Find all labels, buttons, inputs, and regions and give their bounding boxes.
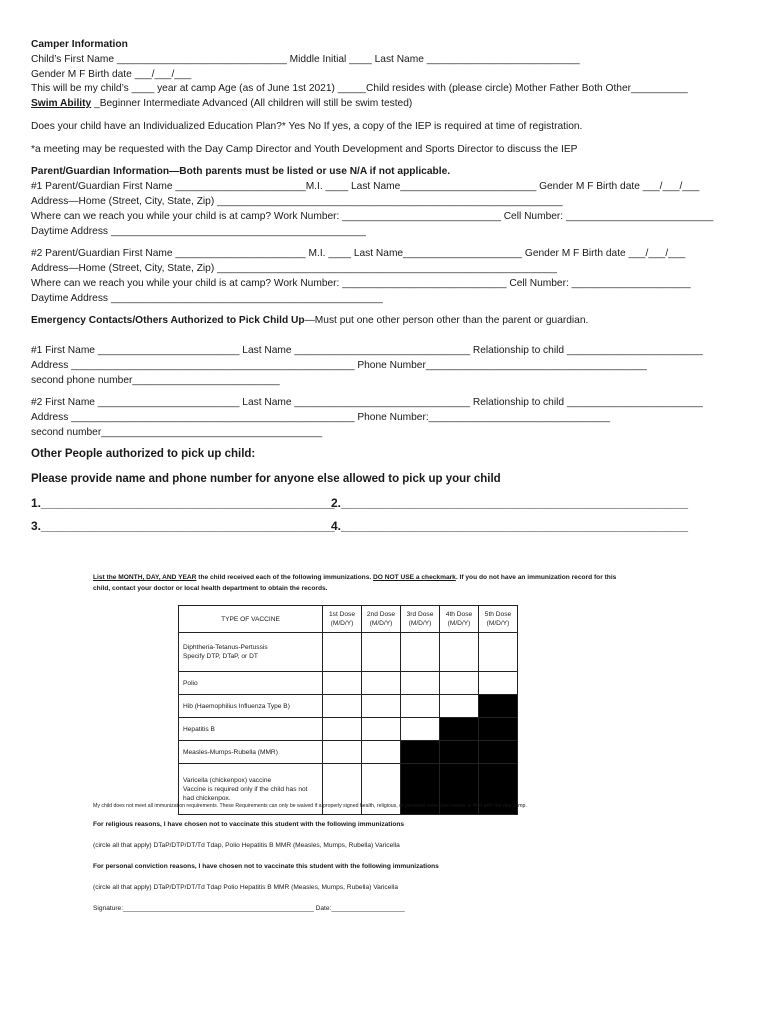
dose-header-2: 2nd Dose (M/D/Y) [362,606,401,633]
pickup-slot-2: 2.____________________________________________________ [331,496,689,510]
vaccine-table-header [179,606,518,633]
guardian2-name-line: #2 Parent/Guardian First Name _______________________ M.I. ____ Last Name_____________________ Gender M F Birth date ___/___/___ [31,248,686,259]
vaccine-name [179,633,323,672]
pickup-heading: Other People authorized to pick up child: [31,448,256,460]
dose-date-cell[interactable] [323,672,362,695]
personal-waiver-list: (circle all that apply) DTaP/DTP/DT/Td Tdap Polio Hepatitis B MMR (Measles, Mumps, Rubella) Varicella [93,884,398,891]
dose-header-4: 4th Dose (M/D/Y) [440,606,479,633]
waiver-note: My child does not meet all immunization requirements. These Requirements can only be waived if a properly signed health, religious, or personal conviction waiver is filed with the day camp. [93,803,527,809]
immunization-instructions [93,573,616,583]
signature-line: Signature:____________________________________________________ Date:____________________ [93,905,405,912]
vaccine-name-text: Diphtheria-Tetanus-Pertussis [183,644,268,651]
dose-date-cell[interactable] [401,633,440,672]
dose-date-cell[interactable] [401,672,440,695]
dose-header-1: 1st Dose (M/D/Y) [323,606,362,633]
pickup-slot-1: 1.____________________________________________ [31,496,335,510]
vaccine-name-text: Hib (Haemophilius Influenza Type B) [183,702,290,710]
guardian1-name-line: #1 Parent/Guardian First Name _______________________M.I. ____ Last Name________________________ Gender M F Birth date ___/___/___ [31,181,700,192]
child-name-line: Child’s First Name ______________________________ Middle Initial ____ Last Name ___________________________ [31,54,580,65]
vaccine-note-text: Specify DTP, DTaP, or DT [183,653,258,660]
vaccine-name-text: Polio [183,679,198,687]
swim-ability-line [31,97,412,110]
swim-ability-label: Swim Ability [31,98,92,109]
contact1-name-line: #1 First Name _________________________ Last Name _______________________________ Relationship to child ________________________ [31,345,703,356]
dose-date-cell[interactable] [479,672,518,695]
contact2-second-phone: second number_______________________________________ [31,427,323,438]
dose-header-3: 3rd Dose (M/D/Y) [401,606,440,633]
gender-birthdate-line: Gender M F Birth date ___/___/___ [31,69,192,80]
immunization-instructions-2: child, contact your doctor or local health department to obtain the records. [93,585,328,592]
dose-date-cell[interactable] [401,718,440,741]
swim-ability-options: _Beginner Intermediate Advanced (All children will still be swim tested) [91,98,413,109]
dose-date-cell[interactable] [362,672,401,695]
guardian1-daytime-line: Daytime Address _____________________________________________ [31,226,366,237]
pickup-slot-3: 3.____________________________________________ [31,519,335,533]
dose-date-cell[interactable] [440,633,479,672]
personal-waiver: For personal conviction reasons, I have chosen not to vaccinate this student with the following immunizations [93,863,439,870]
vaccine-row [179,633,518,672]
dose-date-cell[interactable] [323,741,362,764]
pickup-subheading: Please provide name and phone number for anyone else allowed to pick up your child [31,473,501,485]
dose-date-cell[interactable] [440,695,479,718]
blocked-dose-cell [401,741,440,764]
vaccine-row [179,695,518,718]
instr-middle: the child received each of the following immunizations. [196,574,374,581]
camper-heading: Camper Information [31,39,128,50]
guardian-heading: Parent/Guardian Information—Both parents must be listed or use N/A if not applicable. [31,166,451,177]
vaccine-name-text: Measles-Mumps-Rubella (MMR) [183,748,278,756]
pickup-slot-4: 4.____________________________________________________ [331,519,689,533]
emergency-heading [31,314,588,327]
contact1-address-line: Address __________________________________________________ Phone Number_______________________________________ [31,360,647,371]
dose-date-cell[interactable] [362,633,401,672]
iep-note: *a meeting may be requested with the Day Camp Director and Youth Development and Sports Director to discuss the IEP [31,144,578,155]
guardian1-phone-line: Where can we reach you while your child is at camp? Work Number: ____________________________ Cell Number: __________________________ [31,211,714,222]
instr-date-emphasis: List the MONTH, DAY, AND YEAR [93,574,197,581]
contact2-name-line: #2 First Name _________________________ Last Name _______________________________ Relationship to child ________________________ [31,397,703,408]
blocked-dose-cell [479,695,518,718]
blocked-dose-cell [479,718,518,741]
contact1-second-phone: second phone number__________________________ [31,375,280,386]
vaccine-name [179,672,323,695]
instr-end: . If you do not have an immunization record for this [455,574,617,581]
vaccine-name-text: Hepatitis B [183,725,215,733]
vaccine-table [178,605,518,815]
religious-waiver-list: (circle all that apply) DTaP/DTP/DT/Td Tdap, Polio Hepatitis B MMR (Measles, Mumps, Rubella) Varicella [93,842,400,849]
religious-waiver: For religious reasons, I have chosen not to vaccinate this student with the following immunizations [93,821,405,828]
type-of-vaccine-header: TYPE OF VACCINE [179,606,323,633]
dose-date-cell[interactable] [362,695,401,718]
vaccine-name [179,695,323,718]
vaccine-row [179,741,518,764]
guardian2-daytime-line: Daytime Address ________________________________________________ [31,293,383,304]
guardian1-address-line: Address—Home (Street, City, State, Zip) _____________________________________________________________ [31,196,563,207]
guardian2-phone-line: Where can we reach you while your child is at camp? Work Number: _____________________________ Cell Number: _____________________ [31,278,691,289]
vaccine-name [179,718,323,741]
contact2-address-line: Address __________________________________________________ Phone Number:________________________________ [31,412,610,423]
guardian2-address-line: Address—Home (Street, City, State, Zip) ____________________________________________________________ [31,263,558,274]
dose-date-cell[interactable] [362,718,401,741]
instr-no-checkmark: DO NOT USE a checkmark [373,574,456,581]
dose-date-cell[interactable] [323,718,362,741]
blocked-dose-cell [479,741,518,764]
vaccine-name [179,741,323,764]
emergency-heading-bold: Emergency Contacts/Others Authorized to Pick Child Up [31,315,305,326]
blocked-dose-cell [440,741,479,764]
vaccine-name-text: Varicella (chickenpox) vaccine [183,776,272,784]
emergency-heading-rest: —Must put one other person other than the parent or guardian. [304,315,589,326]
camp-year-line: This will be my child’s ____ year at camp Age (as of June 1st 2021) _____Child resides with (please circle) Mother Father Both Other__________ [31,83,688,94]
iep-question: Does your child have an Individualized Education Plan?* Yes No If yes, a copy of the IEP is required at time of registration. [31,121,583,132]
dose-date-cell[interactable] [479,633,518,672]
dose-date-cell[interactable] [323,633,362,672]
dose-date-cell[interactable] [401,695,440,718]
dose-date-cell[interactable] [440,672,479,695]
vaccine-row [179,672,518,695]
dose-date-cell[interactable] [323,695,362,718]
blocked-dose-cell [440,718,479,741]
vaccine-row [179,718,518,741]
dose-date-cell[interactable] [362,741,401,764]
vaccine-note-text: Vaccine is required only if the child has not had chickenpox. [183,785,308,802]
dose-header-5: 5th Dose (M/D/Y) [479,606,518,633]
